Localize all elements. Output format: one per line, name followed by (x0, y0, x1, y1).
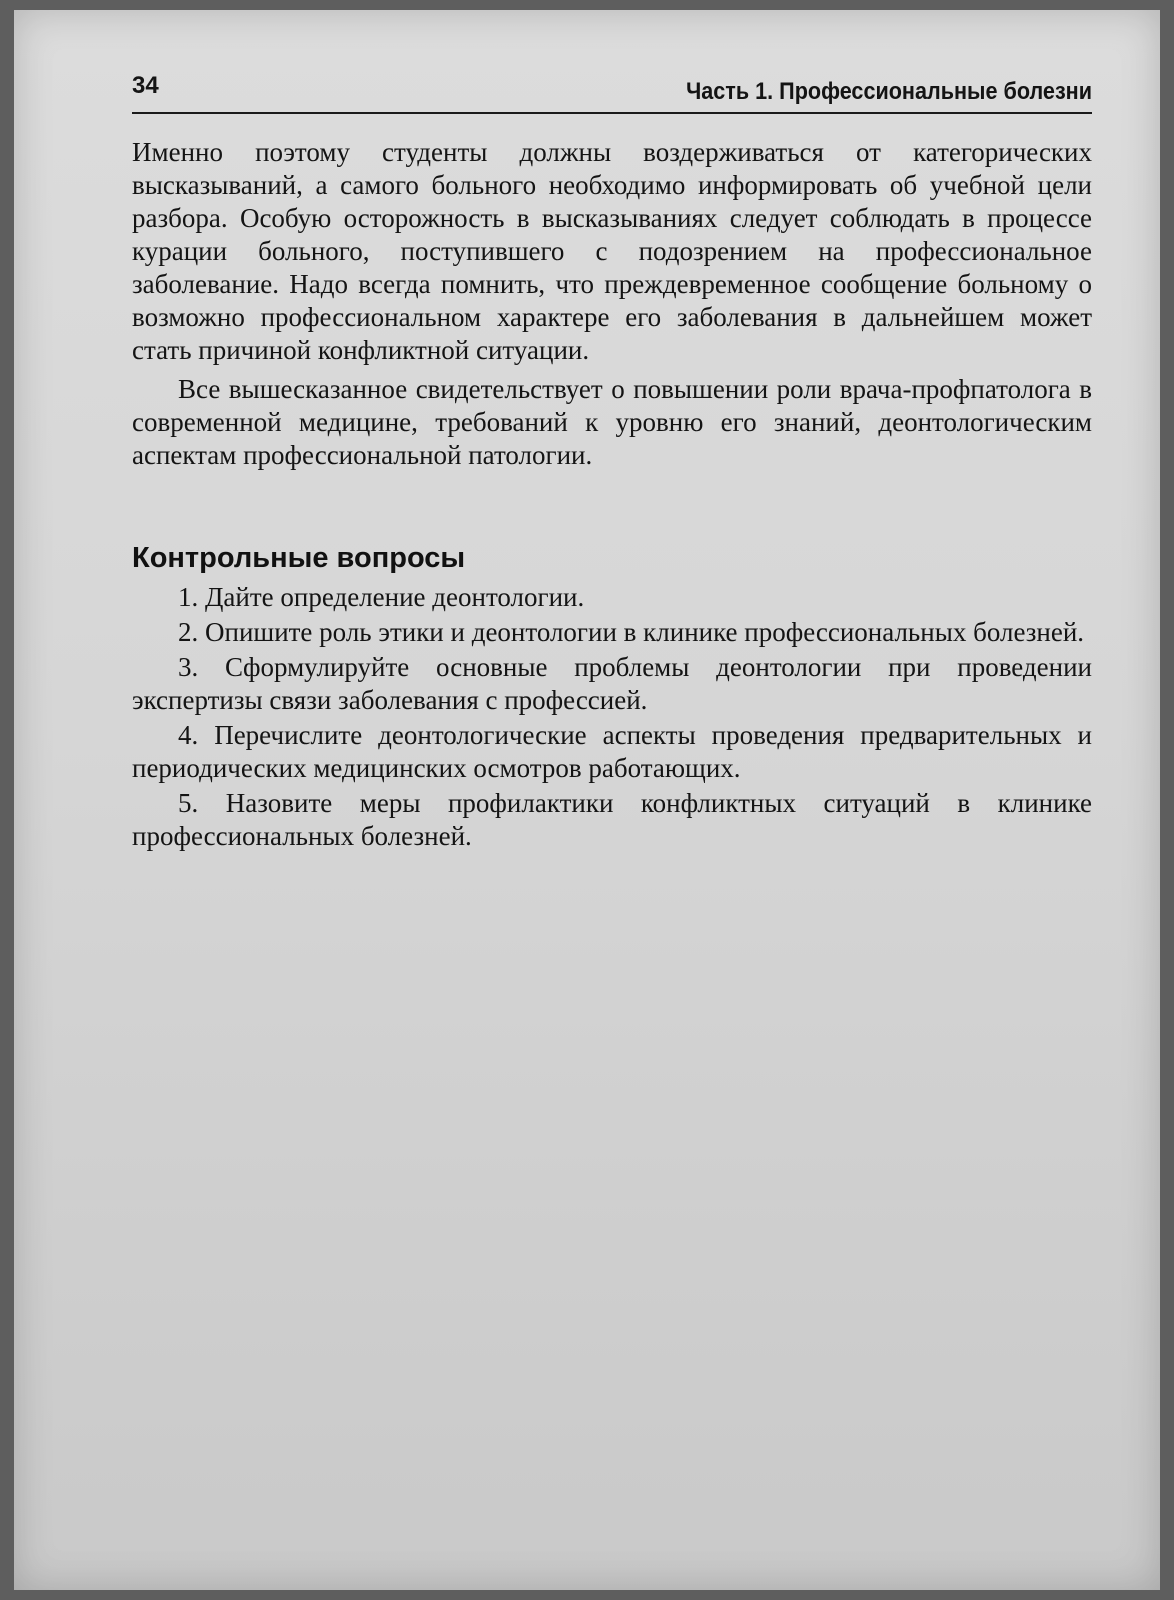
page-content (132, 66, 1092, 855)
question-item-1: 1. Дайте определение деонтологии. (178, 582, 585, 612)
page-header (132, 66, 1092, 114)
body-paragraph-1: Именно поэтому студенты должны воздерживаться от категорических высказываний, а самого больного необходимо информировать об учебной цели разбора. Особую осторожность в высказываниях следует соблюдать в процессе курации больного, поступившего с подозрением на профессиональное заболевание. Надо всегда помнить, что преждевременное сообщение больному о возможно профессиональном характере его заболевания в дальнейшем может стать причиной конфликтной ситуации. (132, 137, 1092, 365)
section-title: Контрольные вопросы (132, 542, 466, 574)
question-item-3: 3. Сформулируйте основные проблемы деонтологии при проведении экспертизы связи заболевания с профессией. (132, 652, 1092, 715)
book-page (14, 10, 1160, 1590)
running-title: Часть 1. Профессиональные болезни (686, 78, 1092, 105)
body-paragraph-2: Все вышесказанное свидетельствует о повышении роли врача-профпатолога в современной медицине, требований к уровню его знаний, деонтологическим аспектам профессиональной патологии. (132, 374, 1092, 470)
page-number: 34 (132, 72, 159, 99)
question-item-4: 4. Перечислите деонтологические аспекты проведения предварительных и периодических медицинских осмотров работающих. (132, 720, 1092, 783)
question-item-2: 2. Опишите роль этики и деонтологии в клинике профессиональных болезней. (178, 617, 1085, 647)
question-item-5: 5. Назовите меры профилактики конфликтных ситуаций в клинике профессиональных болезней. (132, 788, 1092, 851)
